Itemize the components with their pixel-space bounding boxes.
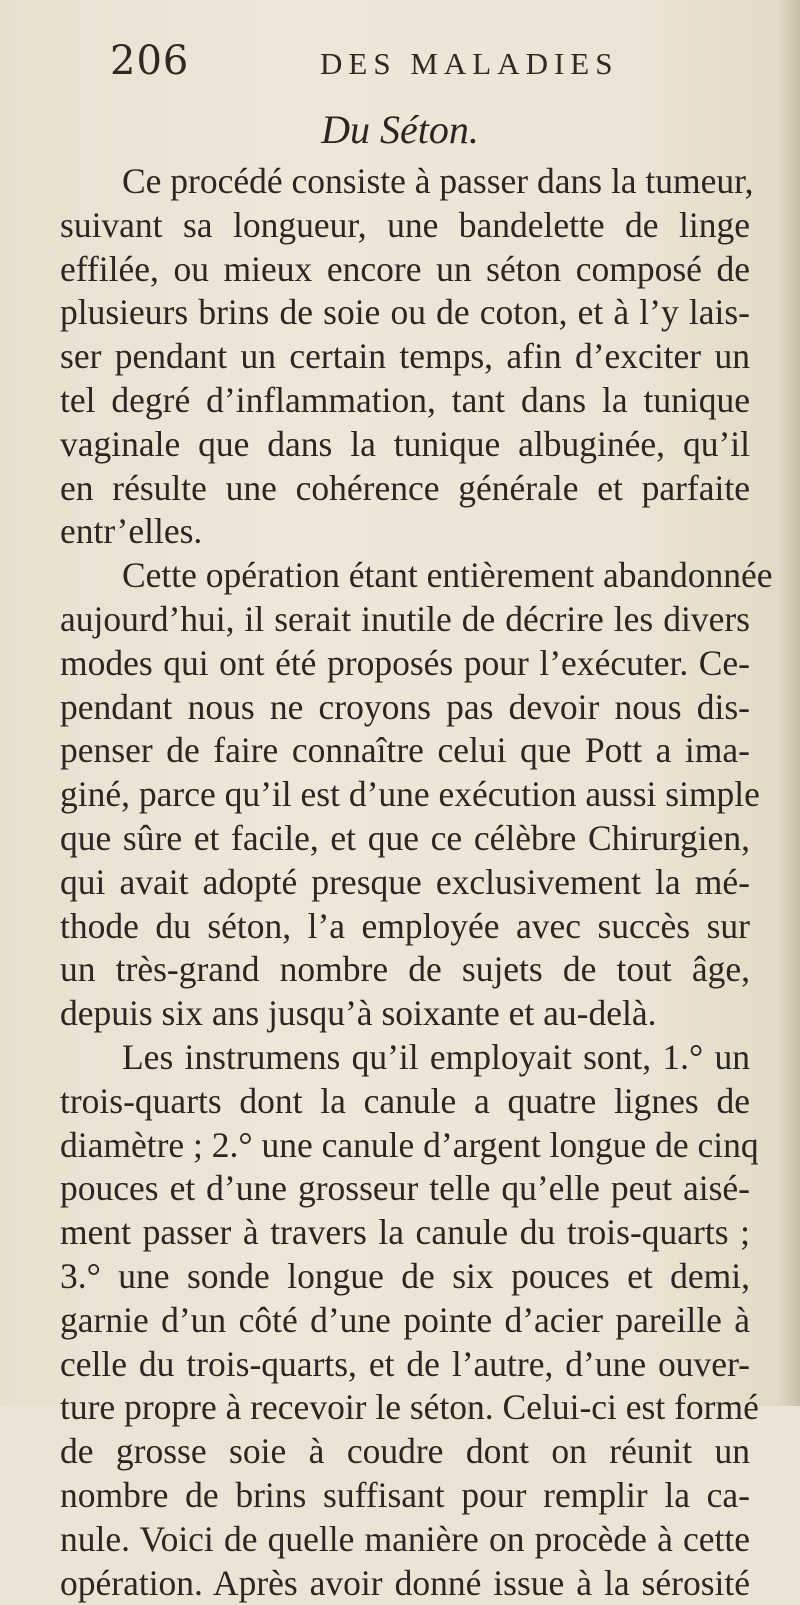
text-line: Cette opération étant entièrement abandonnée [60, 554, 750, 598]
text-line: penser de faire connaître celui que Pott a ima- [60, 729, 750, 773]
text-line: ser pendant un certain temps, afin d’exciter un [60, 335, 750, 379]
text-line: nule. Voici de quelle manière on procède à cette [60, 1518, 750, 1562]
text-line: ture propre à recevoir le séton. Celui-ci est formé [60, 1386, 750, 1430]
text-line: de grosse soie à coudre dont on réunit un [60, 1430, 750, 1474]
text-line: diamètre ; 2.° une canule d’argent longue de cinq [60, 1124, 750, 1168]
text-line: entr’elles. [60, 510, 750, 554]
text-line: qui avait adopté presque exclusivement la mé- [60, 861, 750, 905]
text-line: vaginale que dans la tunique albuginée, qu’il [60, 423, 750, 467]
text-line: garnie d’un côté d’une pointe d’acier pareille à [60, 1299, 750, 1343]
running-head [110, 38, 730, 98]
text-line: opération. Après avoir donné issue à la sérosité [60, 1562, 750, 1605]
text-line: trois-quarts dont la canule a quatre lignes de [60, 1080, 750, 1124]
text-line: tel degré d’inflammation, tant dans la tunique [60, 379, 750, 423]
text-line: depuis six ans jusqu’à soixante et au-delà. [60, 992, 750, 1036]
page-edge-shadow [778, 0, 800, 1406]
text-line: Ce procédé consiste à passer dans la tumeur, [60, 160, 750, 204]
text-line: en résulte une cohérence générale et parfaite [60, 467, 750, 511]
section-title: Du Séton. [0, 106, 800, 153]
text-line: pouces et d’une grosseur telle qu’elle peut aisé- [60, 1167, 750, 1211]
text-line: suivant sa longueur, une bandelette de linge [60, 204, 750, 248]
text-line: Les instrumens qu’il employait sont, 1.° un [60, 1036, 750, 1080]
text-line: plusieurs brins de soie ou de coton, et à l’y lais- [60, 291, 750, 335]
text-line: 3.° une sonde longue de six pouces et demi, [60, 1255, 750, 1299]
text-line: modes qui ont été proposés pour l’exécuter. Ce- [60, 642, 750, 686]
text-line: ment passer à travers la canule du trois-quarts ; [60, 1211, 750, 1255]
page-number: 206 [110, 38, 189, 84]
text-line: nombre de brins suffisant pour remplir la ca- [60, 1474, 750, 1518]
text-line: celle du trois-quarts, et de l’autre, d’une ouver- [60, 1343, 750, 1387]
text-line: un très-grand nombre de sujets de tout âge, [60, 948, 750, 992]
text-line: pendant nous ne croyons pas devoir nous dis- [60, 686, 750, 730]
body-text [60, 160, 750, 1605]
text-line: effilée, ou mieux encore un séton composé de [60, 248, 750, 292]
text-line: giné, parce qu’il est d’une exécution aussi simple [60, 773, 750, 817]
running-title: DES MALADIES [320, 46, 618, 82]
text-line: aujourd’hui, il serait inutile de décrire les divers [60, 598, 750, 642]
text-line: que sûre et facile, et que ce célèbre Chirurgien, [60, 817, 750, 861]
text-line: thode du séton, l’a employée avec succès sur [60, 905, 750, 949]
